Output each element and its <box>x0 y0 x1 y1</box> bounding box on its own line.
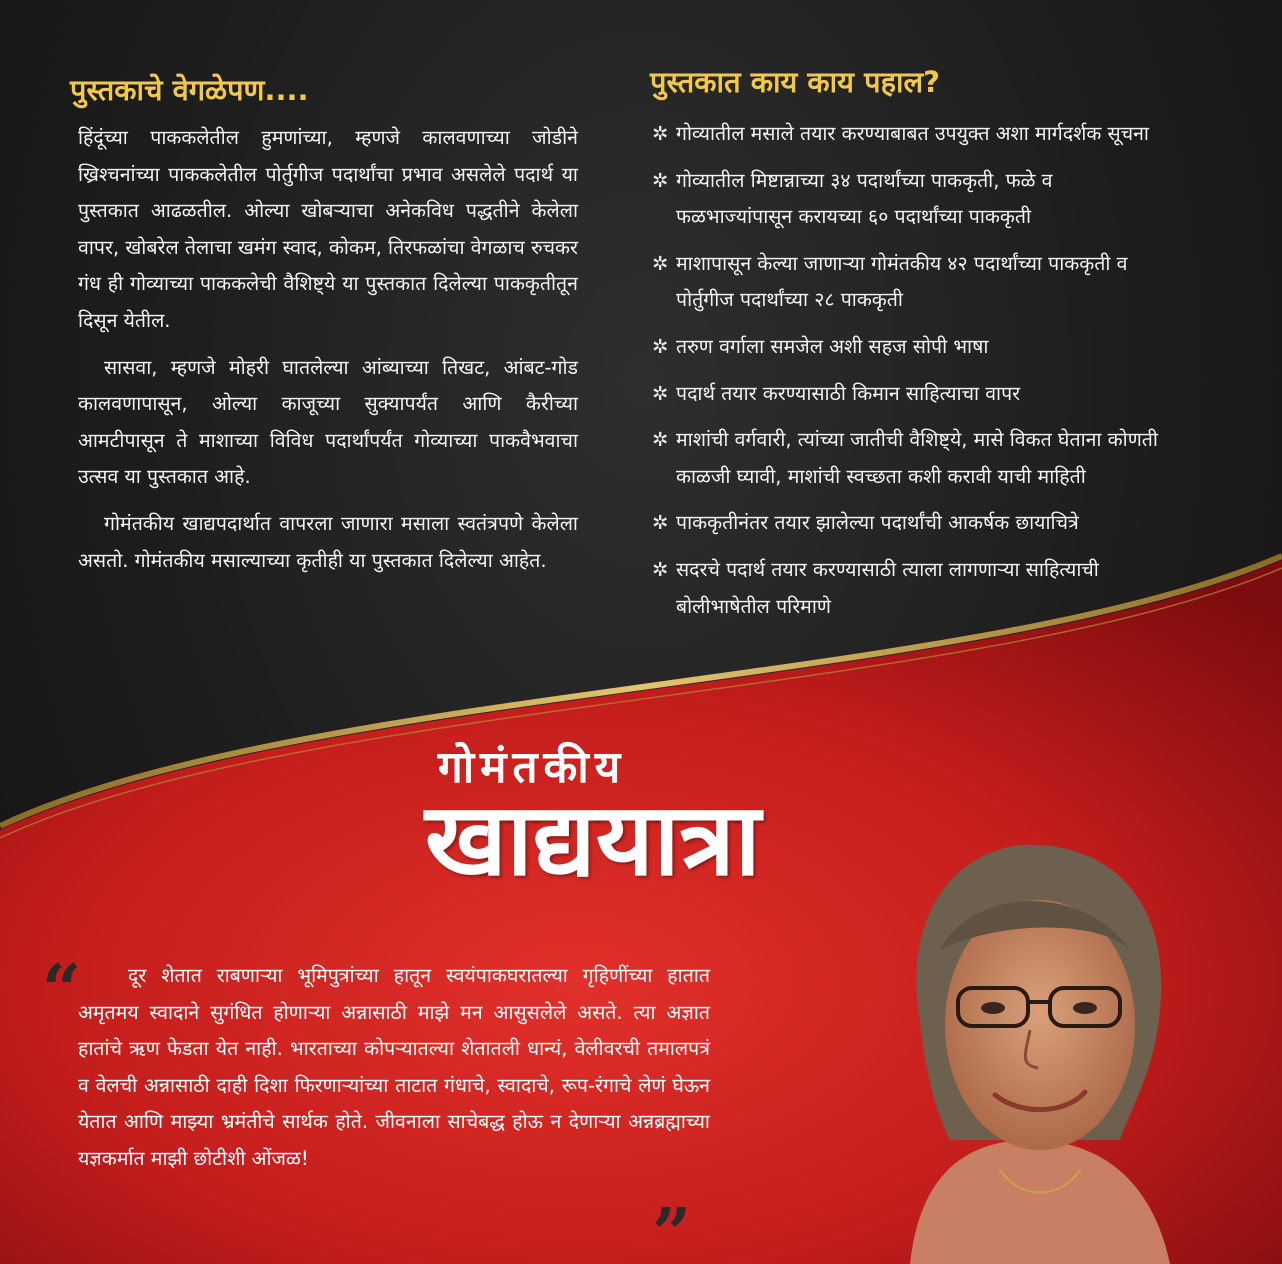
author-quote <box>78 958 710 1178</box>
left-heading: पुस्तकाचे वेगळेपण.... <box>70 73 309 107</box>
left-paragraph-1: हिंदूंच्या पाककलेतील हुमणांच्या, म्हणजे कालवणाच्या जोडीने ख्रिश्चनांच्या पाककलेतील पोर्तुगीज पदार्थांचा प्रभाव असलेले पदार्थ या पुस्तकात आढळतील. ओल्या खोबऱ्याचा अनेकविध पद्धतीने केलेला वापर, खोबरेल तेलाचा खमंग स्वाद, कोकम, तिरफळांचा वेगळाच रुचकर गंध ही गोव्याच्या पाककलेची वैशिष्ट्ये या पुस्तकात दिलेल्या पाककृतीतून दिसून येतील. <box>78 126 578 332</box>
asterisk-star-icon: ✲ <box>652 557 669 581</box>
open-quote-mark-icon: “ <box>42 950 82 1030</box>
close-quote-mark-icon: ” <box>652 1194 692 1264</box>
asterisk-star-icon: ✲ <box>652 511 669 535</box>
left-paragraph-2: सासवा, म्हणजे मोहरी घातलेल्या आंब्याच्या तिखट, आंबट-गोड कालवणापासून, ओल्या काजूच्या सुक्यापर्यंत आणि कैरीच्या आमटीपासून ते माशाच्या विविध पदार्थांपर्यंत गोव्याच्या पाकवैभवाचा उत्सव या पुस्तकात आहे. <box>78 355 578 489</box>
book-title-line-1: गोमंतकीय <box>438 742 627 793</box>
list-item: ✲ सदरचे पदार्थ तयार करण्यासाठी त्याला लागणाऱ्या साहित्याची बोलीभाषेतील परिमाणे <box>652 552 1167 625</box>
left-description <box>78 120 578 589</box>
list-item: ✲ माशापासून केल्या जाणाऱ्या गोमंतकीय ४२ पदार्थांच्या पाककृती व पोर्तुगीज पदार्थांच्या २८ पाककृती <box>652 246 1167 319</box>
features-list <box>652 116 1167 635</box>
right-heading: पुस्तकात काय काय पहाल? <box>650 65 940 99</box>
asterisk-star-icon: ✲ <box>652 122 669 145</box>
list-item: ✲ गोव्यातील मिष्टान्नाच्या ३४ पदार्थांच्या पाककृती, फळे व फळभाज्यांपासून करायच्या ६० पदार्थांच्या पाककृती <box>652 163 1167 236</box>
author-portrait-photo <box>880 840 1180 1264</box>
asterisk-star-icon: ✲ <box>652 428 669 452</box>
list-item: ✲ पाककृतीनंतर तयार झालेल्या पदार्थांची आकर्षक छायाचित्रे <box>652 505 1167 542</box>
left-paragraph-3: गोमंतकीय खाद्यपदार्थात वापरला जाणारा मसाला स्वतंत्रपणे केलेला असतो. गोमंतकीय मसाल्याच्या कृतीही या पुस्तकात दिलेल्या आहेत. <box>78 511 578 572</box>
list-item: ✲ माशांची वर्गवारी, त्यांच्या जातीची वैशिष्ट्ये, मासे विकत घेताना कोणती काळजी घ्यावी, माशांची स्वच्छता कशी करावी याची माहिती <box>652 422 1167 495</box>
asterisk-star-icon: ✲ <box>652 381 669 405</box>
list-item: ✲ तरुण वर्गाला समजेल अशी सहज सोपी भाषा <box>652 329 1167 366</box>
quote-text: दूर शेतात राबणाऱ्या भूमिपुत्रांच्या हातून स्वयंपाकघरातल्या गृहिणींच्या हातात अमृतमय स्वादाने सुगंधित होणाऱ्या अन्नासाठी माझे मन आसुसलेले असते. त्या अज्ञात हातांचे ऋण फेडता येत नाही. भारताच्या कोपऱ्यातल्या शेतातली धान्यं, वेलीवरची तमालपत्रं व वेलची अन्नासाठी दाही दिशा फिरणाऱ्यांच्या ताटात गंधाचे, स्वादाचे, रूप-रंगाचे लेणं घेऊन येतात आणि माझ्या भ्रमंतीचे सार्थक होते. जीवनाला साचेबद्ध होऊ न देणाऱ्या अन्नब्रह्माच्या यज्ञकर्मात माझी छोटीशी ओंजळ! <box>78 964 710 1170</box>
list-item: ✲ गोव्यातील मसाले तयार करण्याबाबत उपयुक्त अशा मार्गदर्शक सूचना <box>652 116 1167 153</box>
asterisk-star-icon: ✲ <box>652 334 669 358</box>
list-item: ✲ पदार्थ तयार करण्यासाठी किमान साहित्याचा वापर <box>652 376 1167 413</box>
asterisk-star-icon: ✲ <box>652 168 669 192</box>
asterisk-star-icon: ✲ <box>652 251 669 275</box>
book-title-line-2: खाद्ययात्रा <box>425 781 761 898</box>
